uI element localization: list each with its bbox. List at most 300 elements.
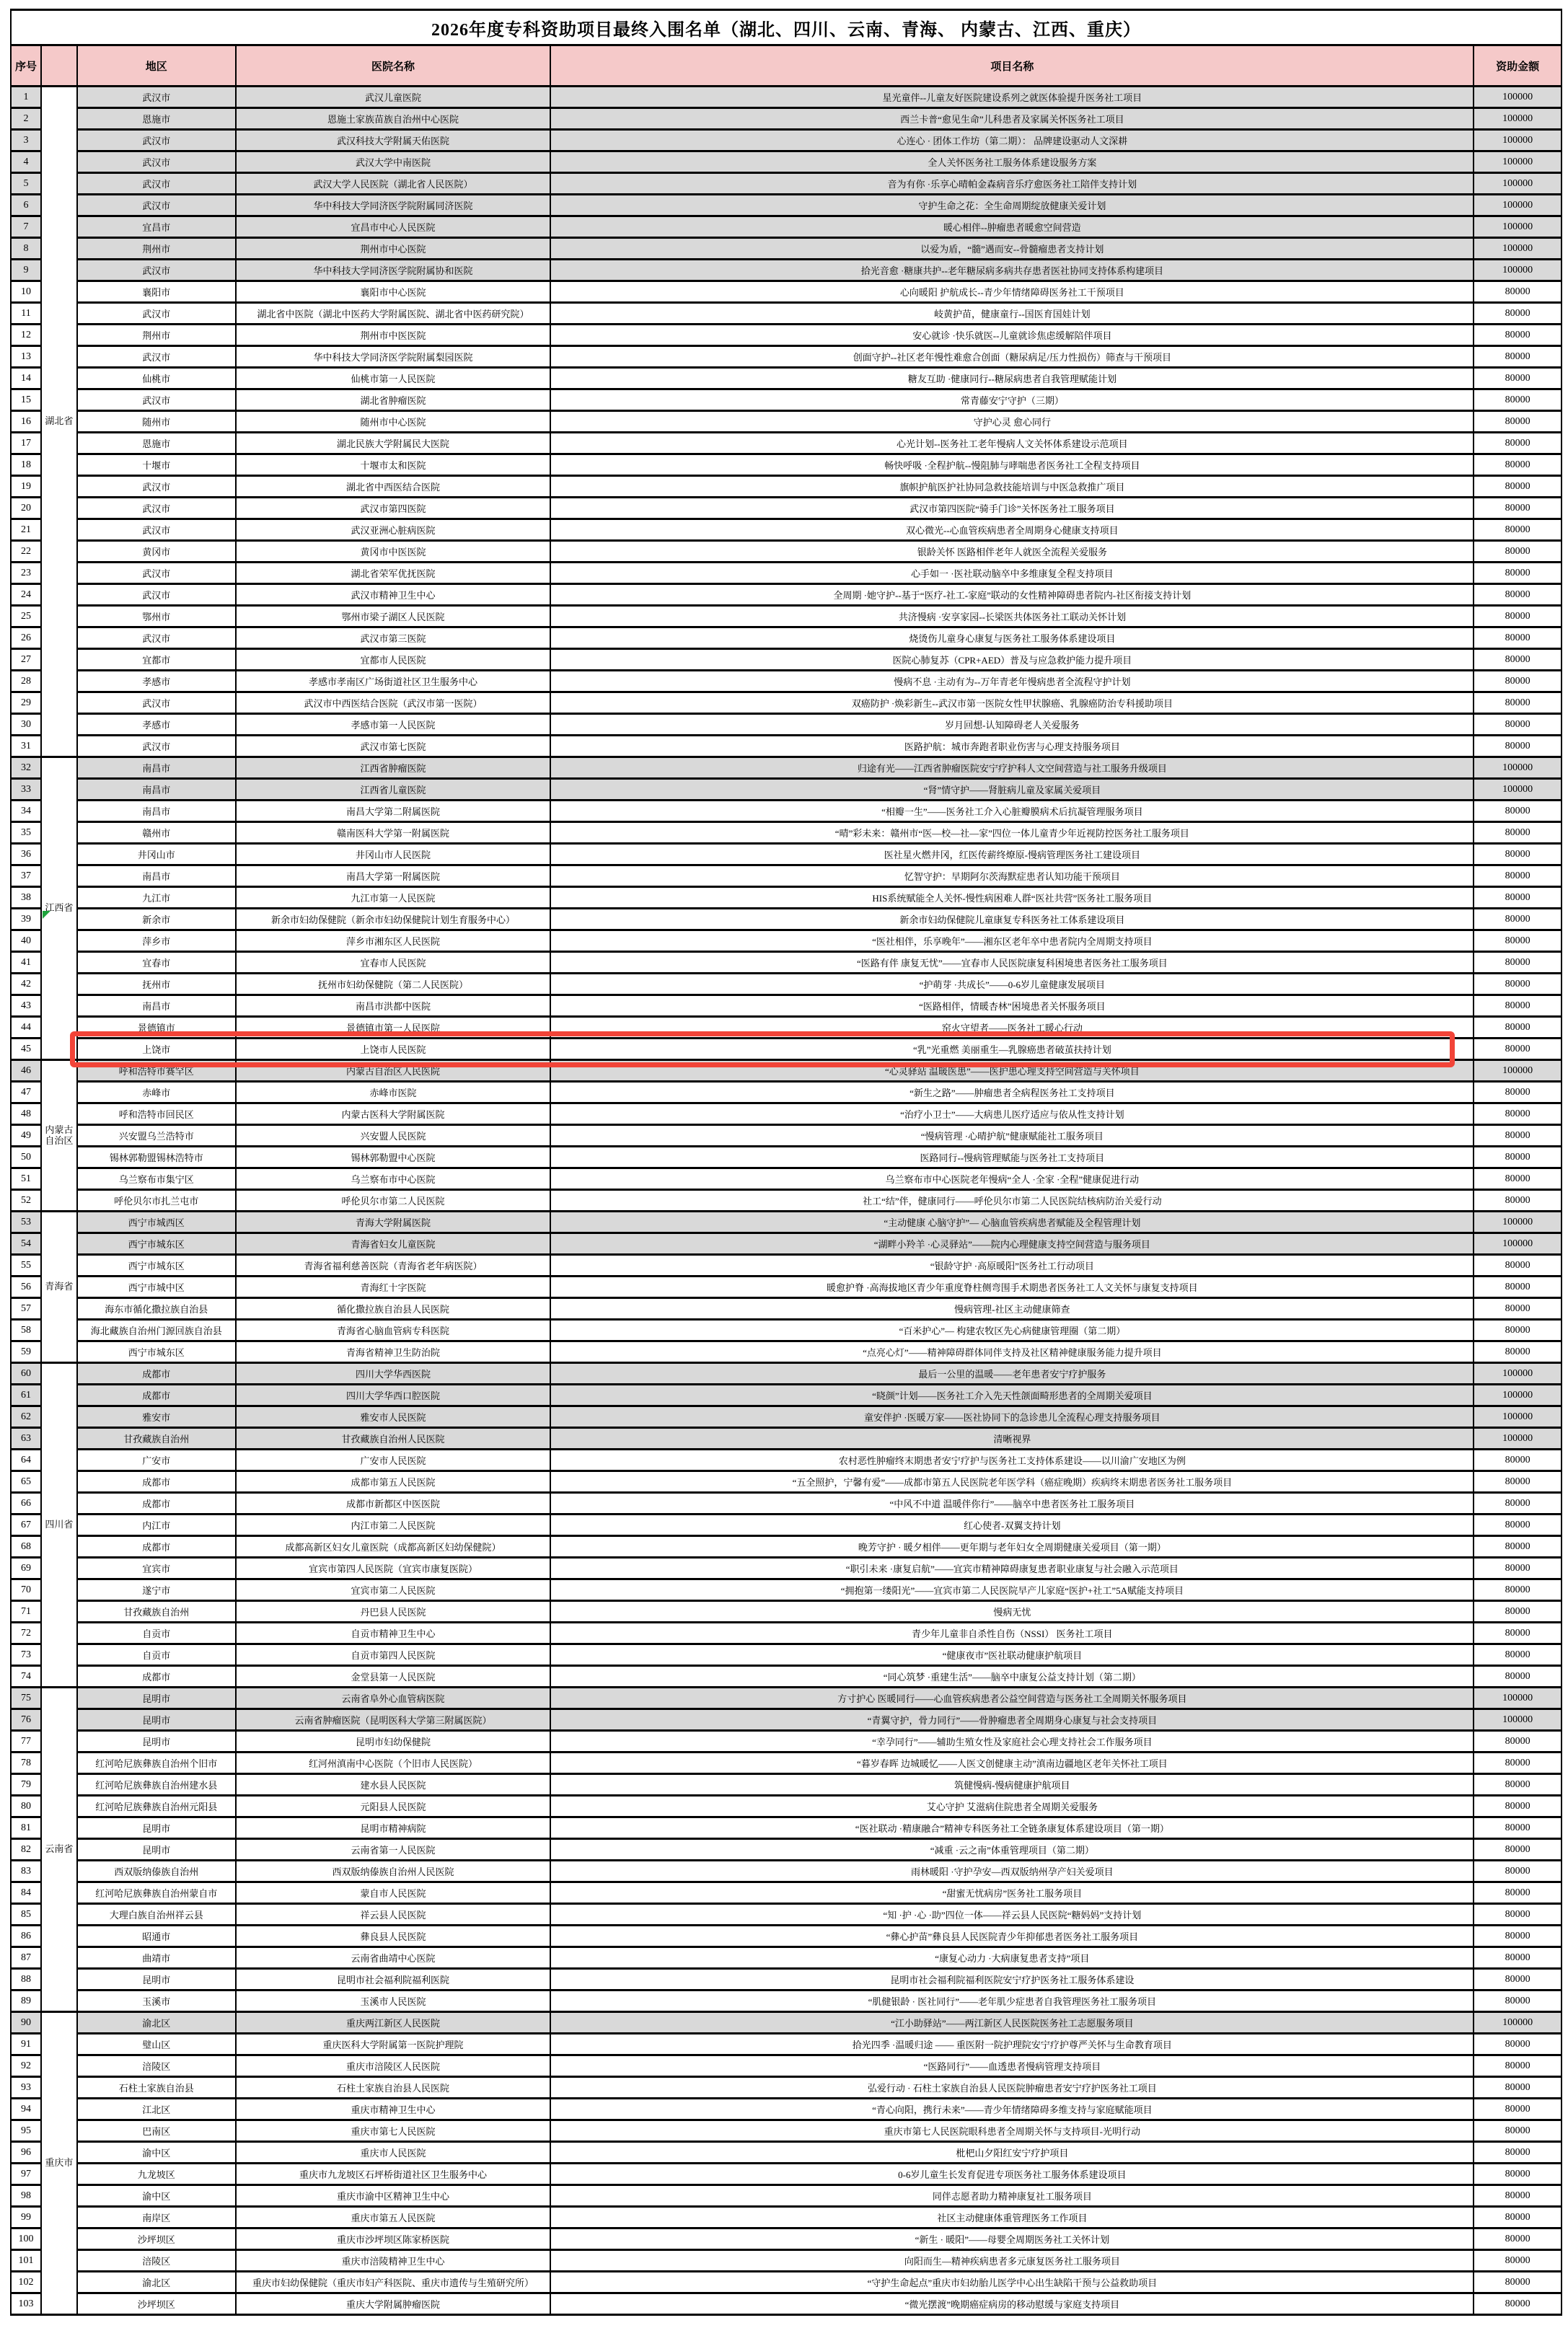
cell-project[interactable]: 安心就诊 ·快乐就医--儿童就诊焦虑缓解陪伴项目	[550, 325, 1474, 346]
cell-row-number[interactable]: 2	[11, 108, 41, 130]
cell-hospital[interactable]: 宜宾市第二人民医院	[236, 1579, 551, 1601]
cell-project[interactable]: 以爱为盾，“髓”遇而安--骨髓瘤患者支持计划	[550, 238, 1474, 260]
cell-hospital[interactable]: 广安市人民医院	[236, 1450, 551, 1471]
cell-amount[interactable]: 80000	[1474, 325, 1562, 346]
cell-hospital[interactable]: 建水县人民医院	[236, 1774, 551, 1796]
cell-hospital[interactable]: 上饶市人民医院	[236, 1039, 551, 1060]
cell-region[interactable]: 武汉市	[77, 151, 236, 173]
cell-amount[interactable]: 80000	[1474, 2185, 1562, 2207]
cell-hospital[interactable]: 青海大学附属医院	[236, 1212, 551, 1233]
cell-region[interactable]: 赣州市	[77, 822, 236, 844]
cell-amount[interactable]: 100000	[1474, 151, 1562, 173]
cell-amount[interactable]: 100000	[1474, 779, 1562, 801]
cell-region[interactable]: 石柱土家族自治县	[77, 2077, 236, 2099]
cell-amount[interactable]: 100000	[1474, 1709, 1562, 1731]
cell-row-number[interactable]: 78	[11, 1753, 41, 1774]
cell-hospital[interactable]: 江西省肿瘤医院	[236, 757, 551, 779]
cell-region[interactable]: 九江市	[77, 887, 236, 909]
cell-amount[interactable]: 100000	[1474, 87, 1562, 108]
cell-row-number[interactable]: 57	[11, 1298, 41, 1320]
cell-row-number[interactable]: 43	[11, 995, 41, 1017]
cell-row-number[interactable]: 35	[11, 822, 41, 844]
cell-hospital[interactable]: 武汉市第三医院	[236, 627, 551, 649]
cell-amount[interactable]: 80000	[1474, 1082, 1562, 1103]
cell-hospital[interactable]: 武汉大学人民医院（湖北省人民医院）	[236, 173, 551, 195]
cell-amount[interactable]: 80000	[1474, 563, 1562, 584]
cell-amount[interactable]: 80000	[1474, 1515, 1562, 1536]
cell-hospital[interactable]: 重庆市人民医院	[236, 2142, 551, 2164]
cell-project[interactable]: 银龄关怀 医路相伴老年人就医全流程关爱服务	[550, 541, 1474, 563]
cell-hospital[interactable]: 宜宾市第四人民医院（宜宾市康复医院）	[236, 1558, 551, 1579]
cell-project[interactable]: “同心筑梦 ·重建生活”——脑卒中康复公益支持计划（第二期）	[550, 1666, 1474, 1688]
cell-amount[interactable]: 80000	[1474, 974, 1562, 995]
cell-hospital[interactable]: 彝良县人民医院	[236, 1926, 551, 1947]
cell-region[interactable]: 成都市	[77, 1363, 236, 1385]
cell-amount[interactable]: 80000	[1474, 281, 1562, 303]
cell-row-number[interactable]: 22	[11, 541, 41, 563]
cell-hospital[interactable]: 十堰市太和医院	[236, 454, 551, 476]
cell-hospital[interactable]: 石柱土家族自治县人民医院	[236, 2077, 551, 2099]
cell-amount[interactable]: 80000	[1474, 1039, 1562, 1060]
cell-project[interactable]: 双癌防护 ·焕彩新生--武汉市第一医院女性甲状腺癌、乳腺癌防治专科援助项目	[550, 692, 1474, 714]
col-header-region[interactable]: 地区	[77, 45, 236, 87]
cell-project[interactable]: 心手如一 ·医社联动脑卒中多维康复全程支持项目	[550, 563, 1474, 584]
cell-row-number[interactable]: 18	[11, 454, 41, 476]
cell-hospital[interactable]: 九江市第一人民医院	[236, 887, 551, 909]
cell-project[interactable]: 医社星火燃井冈，红医传薪终燎原-慢病管理医务社工建设项目	[550, 844, 1474, 865]
cell-amount[interactable]: 80000	[1474, 1255, 1562, 1277]
cell-project[interactable]: 医路护航：城市奔跑者职业伤害与心理支持服务项目	[550, 736, 1474, 757]
cell-region[interactable]: 鄂州市	[77, 606, 236, 627]
cell-hospital[interactable]: 呼伦贝尔市第二人民医院	[236, 1190, 551, 1212]
cell-amount[interactable]: 80000	[1474, 822, 1562, 844]
cell-amount[interactable]: 80000	[1474, 1558, 1562, 1579]
cell-row-number[interactable]: 62	[11, 1406, 41, 1428]
cell-row-number[interactable]: 66	[11, 1493, 41, 1515]
cell-hospital[interactable]: 恩施土家族苗族自治州中心医院	[236, 108, 551, 130]
cell-project[interactable]: 重庆市第七人民医院眼科患者全周期关怀与支持项目-光明行动	[550, 2120, 1474, 2142]
cell-hospital[interactable]: 湖北省荣军优抚医院	[236, 563, 551, 584]
cell-project[interactable]: “暮岁春晖 边城暖忆——人医文创健康主动”滇南边疆地区老年关怀社工项目	[550, 1753, 1474, 1774]
cell-amount[interactable]: 100000	[1474, 238, 1562, 260]
cell-row-number[interactable]: 58	[11, 1320, 41, 1341]
cell-project[interactable]: “乳”光重燃 美丽重生—乳腺癌患者破茧扶持计划	[550, 1039, 1474, 1060]
cell-region[interactable]: 甘孜藏族自治州	[77, 1428, 236, 1450]
cell-row-number[interactable]: 39	[11, 909, 41, 930]
cell-project[interactable]: 拾光音愈 ·糖康共护--老年糖尿病多病共存患者医社协同支持体系构建项目	[550, 260, 1474, 281]
cell-amount[interactable]: 80000	[1474, 1839, 1562, 1861]
cell-project[interactable]: 筑健慢病-慢病健康护航项目	[550, 1774, 1474, 1796]
cell-amount[interactable]: 80000	[1474, 1990, 1562, 2012]
cell-project[interactable]: 向阳而生—精神疾病患者多元康复医务社工服务项目	[550, 2250, 1474, 2272]
cell-hospital[interactable]: 华中科技大学同济医学院附属梨园医院	[236, 346, 551, 368]
cell-amount[interactable]: 100000	[1474, 173, 1562, 195]
cell-project[interactable]: 童安伴护 ·医暖万家——医社协同下的急诊患儿全流程心理支持服务项目	[550, 1406, 1474, 1428]
cell-project[interactable]: “银龄守护 ·高原暖阳”医务社工行动项目	[550, 1255, 1474, 1277]
cell-hospital[interactable]: 孝感市第一人民医院	[236, 714, 551, 736]
cell-amount[interactable]: 80000	[1474, 541, 1562, 563]
cell-region[interactable]: 南昌市	[77, 995, 236, 1017]
cell-region[interactable]: 西宁市城西区	[77, 1212, 236, 1233]
cell-region[interactable]: 十堰市	[77, 454, 236, 476]
cell-amount[interactable]: 80000	[1474, 1926, 1562, 1947]
cell-amount[interactable]: 80000	[1474, 1579, 1562, 1601]
cell-hospital[interactable]: 宜昌市中心人民医院	[236, 216, 551, 238]
cell-row-number[interactable]: 5	[11, 173, 41, 195]
cell-row-number[interactable]: 101	[11, 2250, 41, 2272]
cell-project[interactable]: 守护生命之花：全生命周期绽放健康关爱计划	[550, 195, 1474, 216]
cell-row-number[interactable]: 72	[11, 1623, 41, 1644]
cell-region[interactable]: 锡林郭勒盟锡林浩特市	[77, 1147, 236, 1168]
cell-amount[interactable]: 80000	[1474, 1125, 1562, 1147]
cell-row-number[interactable]: 20	[11, 498, 41, 519]
cell-row-number[interactable]: 74	[11, 1666, 41, 1688]
cell-region[interactable]: 赤峰市	[77, 1082, 236, 1103]
cell-row-number[interactable]: 56	[11, 1277, 41, 1298]
cell-region[interactable]: 孝感市	[77, 671, 236, 692]
cell-region[interactable]: 荆州市	[77, 238, 236, 260]
cell-hospital[interactable]: 鄂州市梁子湖区人民医院	[236, 606, 551, 627]
cell-row-number[interactable]: 30	[11, 714, 41, 736]
cell-region[interactable]: 随州市	[77, 411, 236, 433]
cell-amount[interactable]: 80000	[1474, 1277, 1562, 1298]
cell-region[interactable]: 武汉市	[77, 195, 236, 216]
cell-project[interactable]: 窑火守望者——医务社工暖心行动	[550, 1017, 1474, 1039]
cell-row-number[interactable]: 31	[11, 736, 41, 757]
cell-row-number[interactable]: 59	[11, 1341, 41, 1363]
col-header-hospital[interactable]: 医院名称	[236, 45, 551, 87]
cell-province[interactable]: 青海省	[41, 1212, 77, 1363]
cell-row-number[interactable]: 67	[11, 1515, 41, 1536]
cell-hospital[interactable]: 新余市妇幼保健院（新余市妇幼保健院计划生育服务中心）	[236, 909, 551, 930]
cell-region[interactable]: 恩施市	[77, 108, 236, 130]
cell-project[interactable]: “医路相伴，情暖杏林”困境患者关怀服务项目	[550, 995, 1474, 1017]
col-header-index[interactable]: 序号	[11, 45, 41, 87]
col-header-amount[interactable]: 资助金额	[1474, 45, 1562, 87]
cell-region[interactable]: 黄冈市	[77, 541, 236, 563]
cell-project[interactable]: “守护生命起点”重庆市妇幼胎儿医学中心出生缺陷干预与公益救助项目	[550, 2272, 1474, 2293]
cell-hospital[interactable]: 重庆市涪陵区人民医院	[236, 2055, 551, 2077]
cell-project[interactable]: 常青藤安宁守护（三期）	[550, 389, 1474, 411]
cell-province[interactable]: 内蒙古自治区	[41, 1060, 77, 1212]
cell-region[interactable]: 荆州市	[77, 325, 236, 346]
cell-region[interactable]: 广安市	[77, 1450, 236, 1471]
cell-hospital[interactable]: 荆州市中心医院	[236, 238, 551, 260]
cell-amount[interactable]: 80000	[1474, 1623, 1562, 1644]
cell-hospital[interactable]: 青海红十字医院	[236, 1277, 551, 1298]
cell-hospital[interactable]: 赤峰市医院	[236, 1082, 551, 1103]
cell-region[interactable]: 抚州市	[77, 974, 236, 995]
cell-amount[interactable]: 80000	[1474, 1817, 1562, 1839]
cell-project[interactable]: “幸孕同行”——辅助生殖女性及家庭社会心理支持社会工作服务项目	[550, 1731, 1474, 1753]
cell-project[interactable]: 旗帜护航医护社协同急救技能培训与中医急救推广项目	[550, 476, 1474, 498]
col-header-province[interactable]	[41, 45, 77, 87]
cell-row-number[interactable]: 75	[11, 1688, 41, 1709]
cell-amount[interactable]: 80000	[1474, 1731, 1562, 1753]
cell-row-number[interactable]: 16	[11, 411, 41, 433]
cell-row-number[interactable]: 79	[11, 1774, 41, 1796]
cell-row-number[interactable]: 70	[11, 1579, 41, 1601]
cell-row-number[interactable]: 46	[11, 1060, 41, 1082]
cell-region[interactable]: 宜宾市	[77, 1558, 236, 1579]
cell-project[interactable]: 归途有光——江西省肿瘤医院安宁疗护科人文空间营造与社工服务升级项目	[550, 757, 1474, 779]
cell-amount[interactable]: 100000	[1474, 216, 1562, 238]
cell-project[interactable]: 慢病不息 ·主动有为--万年青老年慢病患者全流程守护计划	[550, 671, 1474, 692]
cell-hospital[interactable]: 随州市中心医院	[236, 411, 551, 433]
cell-hospital[interactable]: 武汉儿童医院	[236, 87, 551, 108]
cell-amount[interactable]: 100000	[1474, 108, 1562, 130]
cell-hospital[interactable]: 重庆市渝中区精神卫生中心	[236, 2185, 551, 2207]
cell-hospital[interactable]: 四川大学华西口腔医院	[236, 1385, 551, 1406]
cell-project[interactable]: 心向暖阳 护航成长--青少年情绪障碍医务社工干预项目	[550, 281, 1474, 303]
cell-region[interactable]: 武汉市	[77, 563, 236, 584]
cell-hospital[interactable]: 孝感市孝南区广场街道社区卫生服务中心	[236, 671, 551, 692]
cell-project[interactable]: 社区主动健康体重管理医务工作项目	[550, 2207, 1474, 2228]
cell-region[interactable]: 海北藏族自治州门源回族自治县	[77, 1320, 236, 1341]
cell-row-number[interactable]: 91	[11, 2034, 41, 2055]
cell-amount[interactable]: 80000	[1474, 649, 1562, 671]
cell-project[interactable]: 方寸护心 医暖同行——心血管疾病患者公益空间营造与医务社工全周期关怀服务项目	[550, 1688, 1474, 1709]
cell-amount[interactable]: 100000	[1474, 1233, 1562, 1255]
cell-amount[interactable]: 80000	[1474, 714, 1562, 736]
cell-region[interactable]: 新余市	[77, 909, 236, 930]
cell-row-number[interactable]: 76	[11, 1709, 41, 1731]
cell-row-number[interactable]: 10	[11, 281, 41, 303]
cell-amount[interactable]: 80000	[1474, 1969, 1562, 1990]
cell-project[interactable]: “青心向阳，携行未来”——青少年情绪障碍多维支持与家庭赋能项目	[550, 2099, 1474, 2120]
cell-amount[interactable]: 100000	[1474, 195, 1562, 216]
cell-region[interactable]: 襄阳市	[77, 281, 236, 303]
cell-row-number[interactable]: 17	[11, 433, 41, 454]
cell-hospital[interactable]: 内蒙古自治区人民医院	[236, 1060, 551, 1082]
cell-project[interactable]: 畅快呼吸 ·全程护航--慢阻肺与哮喘患者医务社工全程支持项目	[550, 454, 1474, 476]
cell-project[interactable]: “知 ·护 ·心 ·助”四位一体——祥云县人民医院“糖妈妈”支持计划	[550, 1904, 1474, 1926]
cell-hospital[interactable]: 重庆市第七人民医院	[236, 2120, 551, 2142]
cell-hospital[interactable]: 湖北省中西医结合医院	[236, 476, 551, 498]
cell-region[interactable]: 仙桃市	[77, 368, 236, 389]
cell-hospital[interactable]: 昆明市社会福利院福利医院	[236, 1969, 551, 1990]
cell-amount[interactable]: 80000	[1474, 865, 1562, 887]
cell-amount[interactable]: 80000	[1474, 736, 1562, 757]
cell-province[interactable]: 重庆市	[41, 2012, 77, 2315]
cell-region[interactable]: 江北区	[77, 2099, 236, 2120]
cell-project[interactable]: “心灵驿站 温暖医患”——医护患心理支持空间营造与关怀项目	[550, 1060, 1474, 1082]
cell-hospital[interactable]: 云南省曲靖中心医院	[236, 1947, 551, 1969]
cell-region[interactable]: 涪陵区	[77, 2055, 236, 2077]
cell-row-number[interactable]: 83	[11, 1861, 41, 1882]
cell-project[interactable]: “新生之路”——肿瘤患者全病程医务社工支持项目	[550, 1082, 1474, 1103]
cell-row-number[interactable]: 92	[11, 2055, 41, 2077]
cell-region[interactable]: 武汉市	[77, 173, 236, 195]
cell-project[interactable]: 枇杷山夕阳红安宁疗护项目	[550, 2142, 1474, 2164]
cell-region[interactable]: 红河哈尼族彝族自治州蒙自市	[77, 1882, 236, 1904]
cell-row-number[interactable]: 80	[11, 1796, 41, 1817]
cell-row-number[interactable]: 89	[11, 1990, 41, 2012]
cell-row-number[interactable]: 88	[11, 1969, 41, 1990]
cell-amount[interactable]: 80000	[1474, 1644, 1562, 1666]
cell-row-number[interactable]: 21	[11, 519, 41, 541]
cell-row-number[interactable]: 69	[11, 1558, 41, 1579]
cell-province[interactable]: 云南省	[41, 1688, 77, 2012]
cell-hospital[interactable]: 西双版纳傣族自治州人民医院	[236, 1861, 551, 1882]
cell-amount[interactable]: 80000	[1474, 454, 1562, 476]
cell-hospital[interactable]: 抚州市妇幼保健院（第二人民医院）	[236, 974, 551, 995]
cell-hospital[interactable]: 青海省心脑血管病专科医院	[236, 1320, 551, 1341]
cell-project[interactable]: 双心微光--心血管疾病患者全周期身心健康支持项目	[550, 519, 1474, 541]
cell-project[interactable]: 西兰卡普“愈见生命”儿科患者及家属关怀医务社工项目	[550, 108, 1474, 130]
cell-region[interactable]: 沙坪坝区	[77, 2228, 236, 2250]
cell-project[interactable]: “医路有伴 康复无忧”——宜春市人民医院康复科困境患者医务社工服务项目	[550, 952, 1474, 974]
cell-hospital[interactable]: 武汉科技大学附属天佑医院	[236, 130, 551, 151]
cell-hospital[interactable]: 井冈山市人民医院	[236, 844, 551, 865]
cell-project[interactable]: “护萌芽 ·共成长”——0-6岁儿童健康发展项目	[550, 974, 1474, 995]
cell-region[interactable]: 南岸区	[77, 2207, 236, 2228]
cell-row-number[interactable]: 54	[11, 1233, 41, 1255]
cell-row-number[interactable]: 94	[11, 2099, 41, 2120]
cell-region[interactable]: 海东市循化撒拉族自治县	[77, 1298, 236, 1320]
cell-row-number[interactable]: 100	[11, 2228, 41, 2250]
cell-row-number[interactable]: 27	[11, 649, 41, 671]
cell-hospital[interactable]: 云南省肿瘤医院（昆明医科大学第三附属医院）	[236, 1709, 551, 1731]
cell-row-number[interactable]: 49	[11, 1125, 41, 1147]
cell-row-number[interactable]: 34	[11, 801, 41, 822]
cell-amount[interactable]: 80000	[1474, 519, 1562, 541]
cell-project[interactable]: “五全照护，宁馨有爱”——成都市第五人民医院老年医学科（癌症晚期）疾病终末期患者医务社工服务项目	[550, 1471, 1474, 1493]
cell-row-number[interactable]: 81	[11, 1817, 41, 1839]
cell-hospital[interactable]: 云南省阜外心血管病医院	[236, 1688, 551, 1709]
cell-region[interactable]: 九龙坡区	[77, 2164, 236, 2185]
cell-hospital[interactable]: 重庆市九龙坡区石坪桥街道社区卫生服务中心	[236, 2164, 551, 2185]
cell-region[interactable]: 武汉市	[77, 260, 236, 281]
cell-region[interactable]: 孝感市	[77, 714, 236, 736]
cell-row-number[interactable]: 41	[11, 952, 41, 974]
cell-project[interactable]: “中风不中道 温暖伴你行”——脑卒中患者医务社工服务项目	[550, 1493, 1474, 1515]
cell-project[interactable]: “百米护心”— 构建农牧区先心病健康管理圈（第二期）	[550, 1320, 1474, 1341]
cell-row-number[interactable]: 4	[11, 151, 41, 173]
cell-project[interactable]: 最后一公里的温暖——老年患者安宁疗护服务	[550, 1363, 1474, 1385]
cell-amount[interactable]: 80000	[1474, 1774, 1562, 1796]
cell-row-number[interactable]: 86	[11, 1926, 41, 1947]
cell-region[interactable]: 昆明市	[77, 1688, 236, 1709]
cell-hospital[interactable]: 宜春市人民医院	[236, 952, 551, 974]
cell-row-number[interactable]: 29	[11, 692, 41, 714]
cell-region[interactable]: 璧山区	[77, 2034, 236, 2055]
cell-row-number[interactable]: 12	[11, 325, 41, 346]
cell-region[interactable]: 西宁市城东区	[77, 1255, 236, 1277]
cell-amount[interactable]: 80000	[1474, 1536, 1562, 1558]
cell-project[interactable]: 拾光四季 ·温暖归途 —— 重医附一院护理院安宁疗护尊严关怀与生命教育项目	[550, 2034, 1474, 2055]
cell-amount[interactable]: 80000	[1474, 2099, 1562, 2120]
cell-region[interactable]: 上饶市	[77, 1039, 236, 1060]
cell-region[interactable]: 玉溪市	[77, 1990, 236, 2012]
cell-amount[interactable]: 80000	[1474, 2228, 1562, 2250]
cell-amount[interactable]: 80000	[1474, 498, 1562, 519]
cell-project[interactable]: “湖畔小羚羊 ·心灵驿站”——院内心理健康支持空间营造与服务项目	[550, 1233, 1474, 1255]
cell-region[interactable]: 涪陵区	[77, 2250, 236, 2272]
cell-hospital[interactable]: 乌兰察布市中心医院	[236, 1168, 551, 1190]
cell-hospital[interactable]: 武汉大学中南医院	[236, 151, 551, 173]
cell-amount[interactable]: 80000	[1474, 303, 1562, 325]
cell-amount[interactable]: 80000	[1474, 627, 1562, 649]
cell-row-number[interactable]: 36	[11, 844, 41, 865]
cell-amount[interactable]: 100000	[1474, 1688, 1562, 1709]
cell-row-number[interactable]: 24	[11, 584, 41, 606]
cell-row-number[interactable]: 60	[11, 1363, 41, 1385]
cell-amount[interactable]: 80000	[1474, 995, 1562, 1017]
cell-row-number[interactable]: 13	[11, 346, 41, 368]
cell-project[interactable]: 慢病无忧	[550, 1601, 1474, 1623]
cell-project[interactable]: 乌兰察布市中心医院老年慢病“全人 ·全家 ·全程”健康促进行动	[550, 1168, 1474, 1190]
cell-project[interactable]: HIS系统赋能全人关怀-慢性病困难人群“医社共营”医务社工服务项目	[550, 887, 1474, 909]
cell-amount[interactable]: 80000	[1474, 2164, 1562, 2185]
cell-hospital[interactable]: 蒙自市人民医院	[236, 1882, 551, 1904]
cell-amount[interactable]: 100000	[1474, 1385, 1562, 1406]
cell-amount[interactable]: 80000	[1474, 1190, 1562, 1212]
cell-region[interactable]: 甘孜藏族自治州	[77, 1601, 236, 1623]
cell-row-number[interactable]: 98	[11, 2185, 41, 2207]
cell-row-number[interactable]: 50	[11, 1147, 41, 1168]
cell-project[interactable]: “江小助驿站”——两江新区人民医院医务社工志愿服务项目	[550, 2012, 1474, 2034]
cell-region[interactable]: 自贡市	[77, 1623, 236, 1644]
cell-row-number[interactable]: 63	[11, 1428, 41, 1450]
cell-region[interactable]: 恩施市	[77, 433, 236, 454]
cell-project[interactable]: 社工“结”伴，健康同行——呼伦贝尔市第二人民医院结核病防治关爱行动	[550, 1190, 1474, 1212]
cell-amount[interactable]: 80000	[1474, 2077, 1562, 2099]
cell-region[interactable]: 兴安盟乌兰浩特市	[77, 1125, 236, 1147]
cell-row-number[interactable]: 26	[11, 627, 41, 649]
cell-amount[interactable]: 100000	[1474, 1428, 1562, 1450]
cell-project[interactable]: 雨林暖阳 ·守护孕安—西双版纳州孕产妇关爱项目	[550, 1861, 1474, 1882]
cell-hospital[interactable]: 循化撒拉族自治县人民医院	[236, 1298, 551, 1320]
cell-amount[interactable]: 80000	[1474, 584, 1562, 606]
cell-region[interactable]: 巴南区	[77, 2120, 236, 2142]
cell-amount[interactable]: 100000	[1474, 757, 1562, 779]
cell-region[interactable]: 沙坪坝区	[77, 2293, 236, 2315]
cell-project[interactable]: “职引未来 ·康复启航”——宜宾市精神障碍康复患者职业康复与社会融入示范项目	[550, 1558, 1474, 1579]
cell-amount[interactable]: 100000	[1474, 1212, 1562, 1233]
cell-project[interactable]: “治疗小卫士”——大病患儿医疗适应与依从性支持计划	[550, 1103, 1474, 1125]
cell-region[interactable]: 西双版纳傣族自治州	[77, 1861, 236, 1882]
cell-amount[interactable]: 80000	[1474, 2120, 1562, 2142]
cell-project[interactable]: 创面守护--社区老年慢性难愈合创面（糖尿病足/压力性损伤）筛查与干预项目	[550, 346, 1474, 368]
cell-row-number[interactable]: 33	[11, 779, 41, 801]
cell-hospital[interactable]: 元阳县人民医院	[236, 1796, 551, 1817]
cell-region[interactable]: 宜春市	[77, 952, 236, 974]
cell-region[interactable]: 雅安市	[77, 1406, 236, 1428]
cell-project[interactable]: 同伴志愿者助力精神康复社工服务项目	[550, 2185, 1474, 2207]
cell-province[interactable]: 四川省	[41, 1363, 77, 1688]
cell-hospital[interactable]: 内江市第二人民医院	[236, 1515, 551, 1536]
cell-project[interactable]: 医院心肺复苏（CPR+AED）普及与应急救护能力提升项目	[550, 649, 1474, 671]
cell-row-number[interactable]: 95	[11, 2120, 41, 2142]
cell-amount[interactable]: 80000	[1474, 801, 1562, 822]
cell-region[interactable]: 武汉市	[77, 736, 236, 757]
cell-amount[interactable]: 80000	[1474, 671, 1562, 692]
cell-hospital[interactable]: 重庆市妇幼保健院（重庆市妇产科医院、重庆市遗传与生殖研究所）	[236, 2272, 551, 2293]
cell-amount[interactable]: 80000	[1474, 1947, 1562, 1969]
cell-amount[interactable]: 80000	[1474, 389, 1562, 411]
cell-row-number[interactable]: 87	[11, 1947, 41, 1969]
cell-project[interactable]: “彝心护苗”彝良县人民医院青少年抑郁患者医务社工服务项目	[550, 1926, 1474, 1947]
cell-amount[interactable]: 80000	[1474, 1666, 1562, 1688]
cell-project[interactable]: 0-6岁儿童生长发育促进专项医务社工服务体系建设项目	[550, 2164, 1474, 2185]
cell-region[interactable]: 西宁市城中区	[77, 1277, 236, 1298]
cell-project[interactable]: 清晰视界	[550, 1428, 1474, 1450]
cell-row-number[interactable]: 19	[11, 476, 41, 498]
cell-project[interactable]: 星光童伴--儿童友好医院建设系列之就医体验提升医务社工项目	[550, 87, 1474, 108]
cell-project[interactable]: “医社相伴，乐享晚年”——湘东区老年卒中患者院内全周期支持项目	[550, 930, 1474, 952]
cell-project[interactable]: 全人关怀医务社工服务体系建设服务方案	[550, 151, 1474, 173]
